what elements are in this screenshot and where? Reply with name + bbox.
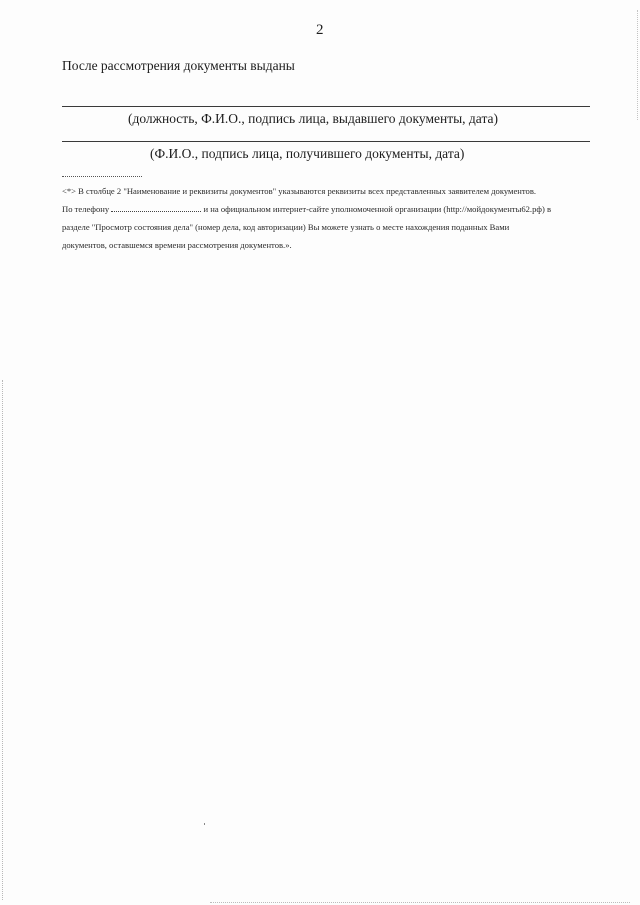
intro-text: После рассмотрения документы выданы [62,58,295,73]
footnote-line-4: документов, оставшемся времени рассмотрения документов.». [62,240,292,250]
scan-edge-artifact-bottom [210,902,630,903]
footnote-line-2 [62,200,602,218]
page-number: 2 [316,22,324,38]
footnote-line-3: разделе "Просмотр состояния дела" (номер дела, код авторизации) Вы можете узнать о месте нахождения поданных Вами [62,222,510,232]
footnote [62,182,602,254]
footnote-separator [62,176,142,177]
phone-blank [111,202,201,212]
scan-edge-artifact-right [637,10,638,120]
receiver-signature-caption: (Ф.И.О., подпись лица, получившего документы, дата) [150,146,465,161]
footnote-line-1: <*> В столбце 2 "Наименование и реквизиты документов" указываются реквизиты всех представленных заявителем документов. [62,186,537,196]
receiver-signature-line [62,141,590,142]
footnote-website-text: и на официальном интернет-сайте уполномоченной организации (http://мойдокументы62.рф) в [203,204,552,214]
footnote-phone-label: По телефону [62,204,110,214]
scan-edge-artifact-left [2,380,3,900]
issuer-signature-caption: (должность, Ф.И.О., подпись лица, выдавшего документы, дата) [128,111,498,126]
scan-speck [204,823,205,825]
issuer-signature-line [62,106,590,107]
